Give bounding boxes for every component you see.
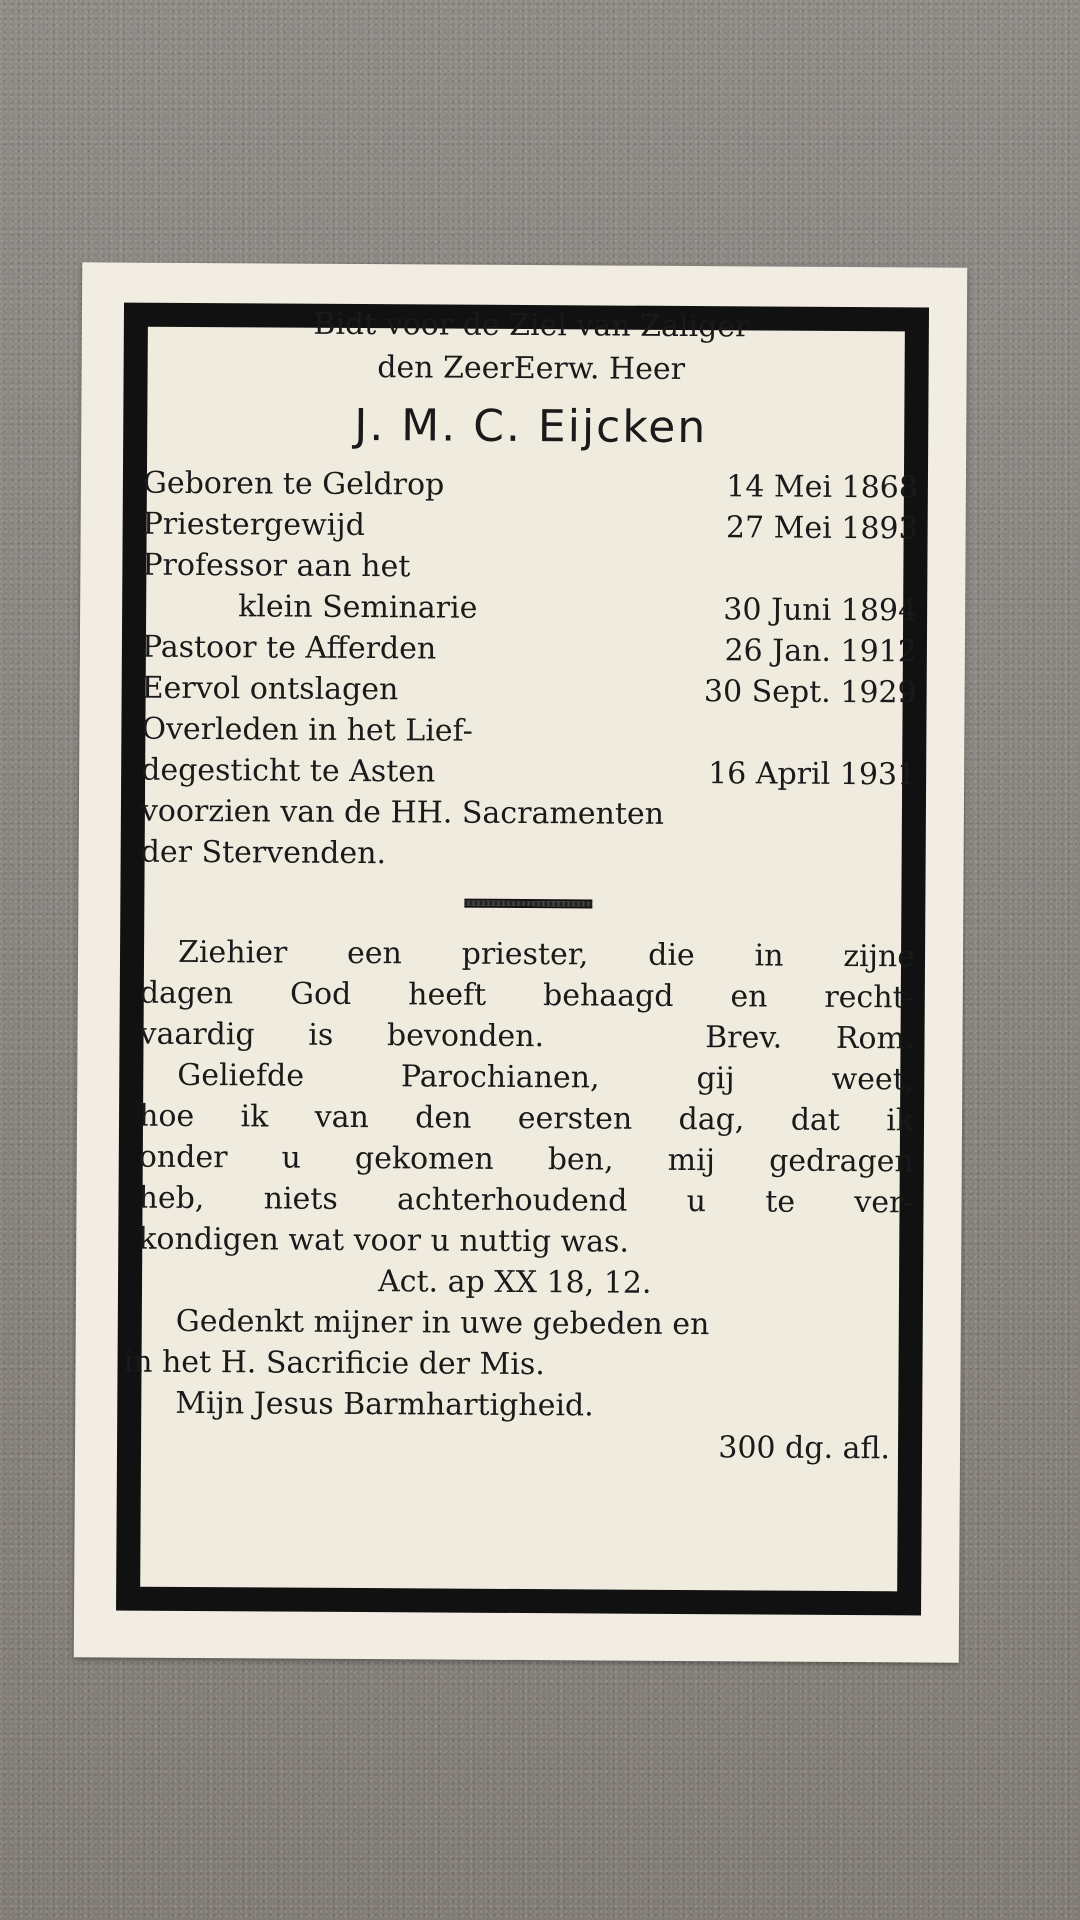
event-label: Eervol ontslagen <box>141 670 399 708</box>
event-label: Geboren te Geldrop <box>142 465 445 503</box>
event-date: 30 Juni 1894 <box>723 592 918 629</box>
sacraments-line: der Stervenden. <box>140 834 387 872</box>
event-date: 27 Mei 1893 <box>725 510 918 547</box>
event-date: 16 April 1931 <box>708 756 917 793</box>
scripture-reference: Act. ap XX 18, 12. <box>377 1264 652 1301</box>
quote-line: Geliefde Parochianen, gij weet, <box>177 1057 915 1098</box>
quote-line: vaardig is bevonden. Brev. Rom. <box>139 1016 915 1057</box>
prayer-heading: Bidt voor de Ziel van Zaliger <box>313 306 750 345</box>
life-event-row <box>142 668 917 714</box>
life-event-row <box>143 463 918 509</box>
event-date: 14 Mei 1868 <box>726 469 919 506</box>
ornamental-divider <box>464 899 592 909</box>
quote-line: Ziehier een priester, die in zijne <box>177 934 916 975</box>
quote-line: kondigen wat voor u nuttig was. <box>138 1221 630 1260</box>
life-event-row <box>142 627 917 673</box>
event-label: klein Seminarie <box>238 589 478 626</box>
ejaculation: Mijn Jesus Barmhartigheid. <box>175 1385 594 1424</box>
memorial-card <box>74 262 968 1662</box>
life-event-row <box>142 545 917 591</box>
sacraments-line: voorzien van de HH. Sacramenten <box>140 793 665 832</box>
scripture-quote <box>139 932 915 1060</box>
title-line: den ZeerEerw. Heer <box>377 350 686 387</box>
card-text <box>123 303 919 1470</box>
event-date: 26 Jan. 1912 <box>724 633 918 670</box>
event-label: Priestergewijd <box>142 506 365 544</box>
deceased-name: J. M. C. Eijcken <box>354 399 708 454</box>
life-event-row <box>141 750 916 796</box>
quote-line: hoe ik van den eersten dag, dat ik <box>138 1098 915 1139</box>
indulgence-note: 300 dg. afl. <box>718 1430 891 1467</box>
event-label: Professor aan het <box>142 547 411 585</box>
life-events <box>141 463 918 878</box>
event-date: 30 Sept. 1929 <box>703 674 917 711</box>
quote-line: dagen God heeft behaagd en recht- <box>139 975 915 1016</box>
prayer-line: in het H. Sacrificie der Mis. <box>123 1344 545 1383</box>
prayer-line: Gedenkt mijner in uwe gebeden en <box>175 1303 710 1343</box>
quote-line: onder u gekomen ben, mij gedragen <box>138 1139 914 1180</box>
quote-line: heb, niets achterhoudend u te ver- <box>138 1180 914 1221</box>
life-event-row <box>141 709 916 755</box>
farewell-quote <box>138 1055 914 1306</box>
event-label: Overleden in het Lief- <box>141 711 473 749</box>
event-label: degesticht te Asten <box>141 752 436 790</box>
life-event-row <box>142 586 917 632</box>
life-event-row <box>143 504 918 550</box>
event-label: Pastoor te Afferden <box>141 629 437 667</box>
prayer-request <box>123 1301 913 1470</box>
